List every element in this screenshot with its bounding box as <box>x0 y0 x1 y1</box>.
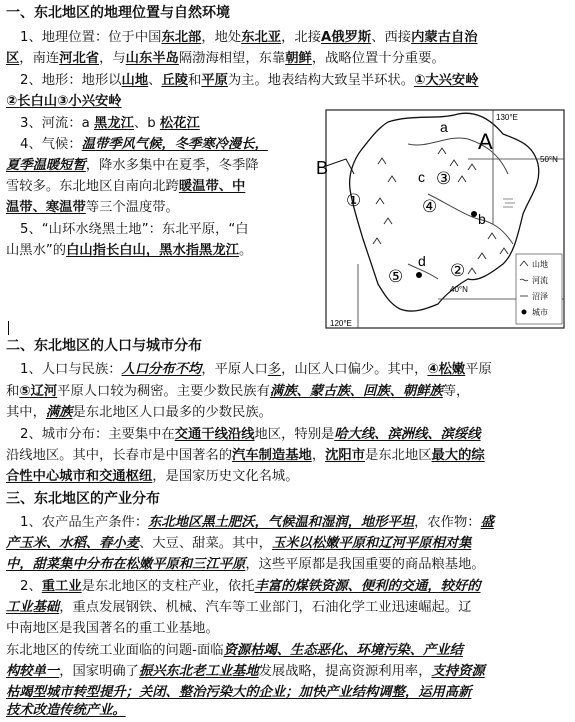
river-label-b: b <box>478 211 486 227</box>
agri-line-2: 产玉米、水稻、春小麦、大豆、甜菜。其中，玉米以松嫩平原和辽河平原相对集 <box>6 536 472 551</box>
population-line-1: 1、人口与民族：人口分布不均，平原人口多，山区人口偏少。其中，④松嫩平原 <box>20 362 492 377</box>
industry-line-1: 2、重工业是东北地区的支柱产业，依托丰富的煤铁资源、便利的交通，较好的 <box>20 579 481 594</box>
river-label-a: a <box>440 119 448 135</box>
text-cursor <box>8 321 9 335</box>
section3-title: 三、东北地区的产业分布 <box>6 491 160 507</box>
city-line-2: 沿线地区。其中，长春市是中国著名的汽车制造基地，沈阳市是东北地区最大的综 <box>6 448 485 463</box>
agri-line-3: 中，甜菜集中分布在松嫩平原和三江平原，这些平原都是我国重要的商品粮基地。 <box>6 557 485 572</box>
label-lat50: 50°N <box>540 155 558 164</box>
industry-line-2: 工业基础，重点发展钢铁、机械、汽车等工业部门，石油化学工业迅速崛起。辽 <box>6 600 472 615</box>
legend-marsh: 沼泽 <box>532 292 548 301</box>
climate-line-2: 夏季温暖短暂，降水多集中在夏季，冬季降 <box>6 158 259 173</box>
terrain-line-1: 2、地形：地形以山地、丘陵和平原为主。地表结构大致呈半环状。①大兴安岭 <box>20 73 479 88</box>
mark-3: ③ <box>436 169 452 189</box>
agri-line-1: 1、农产品生产条件：东北地区黑土肥沃，气候温和湿润，地形平坦，农作物：盛 <box>20 515 494 530</box>
saying-line-1: 5、“山环水绕黑土地”：东北平原，“白 <box>20 222 249 237</box>
legend-river: 河流 <box>532 276 548 285</box>
terrain-line-2: ②长白山③小兴安岭 <box>6 94 122 109</box>
city-dot-harbin <box>471 211 477 217</box>
saying-line-2: 山黑水”的白山指长白山，黑水指黑龙江。 <box>6 243 253 258</box>
climate-line-1: 4、气候：温带季风气候，冬季寒冷漫长， <box>20 137 268 152</box>
population-line-3: 其中，满族是东北地区人口最多的少数民族。 <box>6 405 272 420</box>
river-label-d: d <box>418 253 426 269</box>
climate-line-3: 雪较多。东北地区自南向北跨暖温带、中 <box>6 179 246 194</box>
northeast-china-map <box>318 104 570 334</box>
location-line-1: 1、地理位置：位于中国东北部，地处东北亚，北接A俄罗斯、西接内蒙古自治 <box>20 30 478 45</box>
mark-4: ④ <box>422 197 438 217</box>
industry-line-7: 技术改造传统产业。 <box>6 703 126 718</box>
industry-line-5: 构较单一，国家明确了振兴东北老工业基地发展战略，提高资源利用率，支持资源 <box>6 664 485 679</box>
section1-title: 一、东北地区的地理位置与自然环境 <box>6 5 230 21</box>
industry-line-4: 东北地区的传统工业面临的问题-面临资源枯竭、生态恶化、环境污染、产业结 <box>6 643 463 658</box>
industry-line-3: 中南地区是我国著名的重工业基地。 <box>6 621 219 636</box>
mark-5: ⑤ <box>388 267 404 287</box>
industry-line-6: 枯竭型城市转型提升；关闭、整治污染大的企业；加快产业结构调整，运用高新 <box>6 685 472 700</box>
population-line-2: 和⑤辽河平原人口较为稠密。主要少数民族有满族、蒙古族、回族、朝鲜族等， <box>6 384 470 399</box>
climate-line-4: 温带、寒温带等三个温度带。 <box>6 200 179 215</box>
location-line-2: 区，南连河北省，与山东半岛隔渤海相望，东靠朝鲜，战略位置十分重要。 <box>6 51 445 66</box>
label-lon130: 130°E <box>496 113 518 122</box>
label-A: A <box>478 129 493 154</box>
city-line-3: 合性中心城市和交通枢纽，是国家历史文化名城。 <box>6 469 299 484</box>
label-lat40: 40°N <box>450 285 468 294</box>
legend-city: 城市 <box>532 308 548 317</box>
mark-2: ② <box>450 261 466 281</box>
river-label-c: c <box>418 169 425 185</box>
map-legend <box>516 254 562 324</box>
label-lon120: 120°E <box>330 319 352 328</box>
city-dot-shenyang <box>416 272 422 278</box>
legend-mountain: 山地 <box>532 260 548 269</box>
label-B: B <box>316 158 329 178</box>
mark-1: ① <box>346 191 362 211</box>
rivers-line: 3、河流：a 黑龙江、b 松花江 <box>20 116 200 131</box>
section2-title: 二、东北地区的人口与城市分布 <box>6 338 202 354</box>
city-line-1: 2、城市分布：主要集中在交通干线沿线地区，特别是哈大线、滨洲线、滨绥线 <box>20 427 481 442</box>
